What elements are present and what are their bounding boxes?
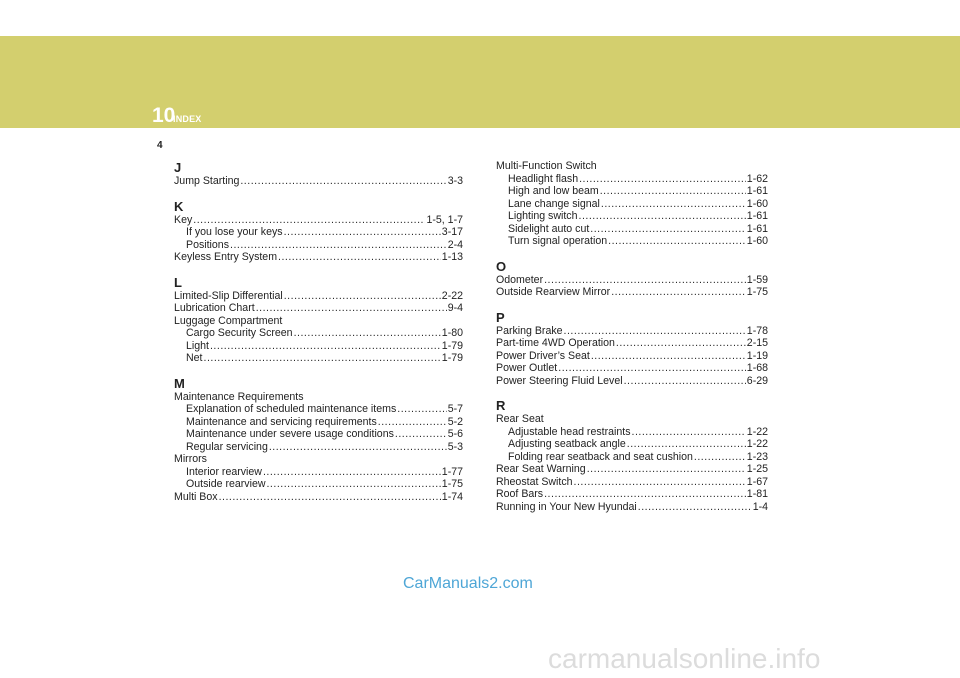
index-group-heading: Mirrors	[174, 453, 207, 465]
entry-page: 1-79	[441, 339, 463, 352]
entry-title: Turn signal operation	[508, 235, 608, 247]
entry-page: 6-29	[746, 374, 768, 387]
entry-page: 1-79	[441, 352, 463, 364]
index-letter-j: J	[174, 160, 182, 175]
entry-page: 3-17	[441, 226, 463, 238]
index-entry[interactable]	[174, 302, 463, 315]
leader-dots	[638, 501, 752, 514]
entry-page: 1-75	[441, 478, 463, 490]
index-subentry[interactable]	[496, 426, 768, 439]
index-entry[interactable]	[496, 274, 768, 287]
entry-page: 1-61	[746, 210, 768, 222]
index-subentry[interactable]	[496, 438, 768, 451]
entry-page: 1-74	[441, 490, 463, 503]
index-column-left	[174, 160, 463, 503]
index-subentry[interactable]	[174, 352, 463, 365]
entry-title: Net	[186, 352, 203, 364]
entry-title: Maintenance under severe usage conditions	[186, 428, 394, 440]
entry-title: Key	[174, 213, 193, 226]
index-subentry[interactable]	[174, 340, 463, 353]
entry-page: 5-7	[447, 403, 463, 415]
leader-dots	[627, 438, 746, 451]
index-group-heading: Maintenance Requirements	[174, 390, 304, 403]
leader-dots	[263, 466, 441, 479]
leader-dots	[579, 173, 746, 186]
watermark-carmanuals2[interactable]: CarManuals2.com	[403, 575, 533, 592]
index-subentry[interactable]	[496, 451, 768, 464]
leader-dots	[600, 185, 746, 198]
entry-title: Multi Box	[174, 490, 218, 503]
entry-page: 2-22	[441, 289, 463, 302]
leader-dots	[601, 198, 746, 211]
entry-title: Maintenance and servicing requirements	[186, 415, 377, 428]
index-subentry[interactable]	[496, 223, 768, 236]
index-entry[interactable]	[496, 350, 768, 363]
entry-page: 5-3	[447, 440, 463, 453]
entry-page: 9-4	[447, 302, 463, 314]
index-subentry[interactable]	[174, 327, 463, 340]
index-letter-m: M	[174, 375, 185, 391]
index-entry[interactable]	[174, 290, 463, 303]
entry-page: 1-78	[746, 324, 768, 337]
index-subentry[interactable]	[496, 198, 768, 211]
index-entry[interactable]	[174, 491, 463, 504]
index-subentry[interactable]	[174, 478, 463, 491]
index-letter-l: L	[174, 274, 182, 290]
entry-title: Odometer	[496, 273, 544, 286]
leader-dots	[219, 491, 441, 504]
entry-title: If you lose your keys	[186, 226, 283, 238]
index-column-right	[496, 160, 768, 513]
entry-title: Keyless Entry System	[174, 251, 278, 263]
entry-title: Outside rearview	[186, 478, 266, 490]
index-subentry[interactable]	[496, 235, 768, 248]
entry-title: Sidelight auto cut	[508, 222, 590, 235]
leader-dots	[579, 210, 746, 223]
leader-dots	[240, 175, 446, 188]
leader-dots	[544, 274, 746, 287]
entry-title: Rheostat Switch	[496, 475, 573, 488]
leader-dots	[574, 476, 746, 489]
entry-title: Jump Starting	[174, 175, 240, 187]
entry-title: Power Outlet	[496, 362, 558, 374]
entry-page: 5-2	[447, 415, 463, 428]
leader-dots	[256, 302, 447, 315]
entry-title: Lubrication Chart	[174, 302, 255, 314]
entry-page: 1-62	[746, 172, 768, 185]
index-letter-o: O	[496, 258, 507, 274]
index-group-heading: Multi-Function Switch	[496, 160, 597, 172]
index-subentry[interactable]	[174, 226, 463, 239]
leader-dots	[395, 428, 447, 441]
entry-title: Adjusting seatback angle	[508, 438, 626, 450]
index-entry[interactable]	[496, 375, 768, 388]
entry-page: 1-60	[746, 197, 768, 210]
leader-dots	[230, 239, 447, 252]
entry-page: 1-67	[746, 475, 768, 488]
entry-page: 1-80	[441, 327, 463, 339]
entry-title: Explanation of scheduled maintenance items	[186, 403, 397, 415]
entry-title: Light	[186, 339, 209, 352]
index-entry[interactable]	[496, 463, 768, 476]
leader-dots	[591, 350, 746, 363]
leader-dots	[266, 478, 440, 491]
leader-dots	[278, 251, 441, 264]
entry-title: Running in Your New Hyundai	[496, 500, 637, 513]
leader-dots	[558, 362, 746, 375]
entry-page: 1-22	[746, 438, 768, 450]
entry-page: 1-60	[746, 235, 768, 247]
index-entry[interactable]	[496, 488, 768, 501]
leader-dots	[616, 337, 746, 350]
entry-page: 1-68	[746, 362, 768, 374]
watermark-carmanualsonline[interactable]: carmanualsonline.info	[548, 643, 821, 674]
entry-title: Interior rearview	[186, 465, 262, 478]
index-subentry[interactable]	[496, 185, 768, 198]
leader-dots	[624, 375, 746, 388]
index-subentry[interactable]	[496, 210, 768, 223]
index-entry[interactable]	[496, 362, 768, 375]
leader-dots	[210, 340, 441, 353]
entry-page: 1-23	[746, 450, 768, 463]
entry-page: 1-22	[746, 425, 768, 438]
entry-page: 1-13	[441, 251, 463, 263]
index-group-heading: Luggage Compartment	[174, 314, 283, 327]
index-entry[interactable]	[496, 337, 768, 350]
index-letter-r: R	[496, 398, 506, 413]
entry-title: Lighting switch	[508, 210, 578, 222]
entry-title: Regular servicing	[186, 440, 268, 453]
index-letter-k: K	[174, 198, 184, 214]
leader-dots	[632, 426, 746, 439]
index-letter-p: P	[496, 309, 505, 325]
chapter-number: 10	[152, 104, 176, 127]
entry-page: 3-3	[447, 175, 463, 187]
index-subentry[interactable]	[174, 428, 463, 441]
index-entry[interactable]	[174, 175, 463, 188]
index-subentry[interactable]	[174, 416, 463, 429]
entry-title: Rear Seat Warning	[496, 463, 586, 475]
entry-page: 1-75	[746, 286, 768, 298]
index-entry[interactable]	[174, 214, 463, 227]
index-subentry[interactable]	[174, 466, 463, 479]
entry-title: Positions	[186, 238, 229, 251]
entry-title: Headlight flash	[508, 172, 579, 185]
entry-page: 2-4	[447, 238, 463, 251]
entry-page: 1-59	[746, 273, 768, 286]
entry-title: Folding rear seatback and seat cushion	[508, 450, 693, 463]
leader-dots	[694, 451, 746, 464]
index-entry[interactable]	[174, 251, 463, 264]
section-title: INDEX	[173, 114, 202, 124]
entry-page: 1-25	[746, 463, 768, 475]
entry-page: 1-5, 1-7	[426, 213, 463, 226]
leader-dots	[564, 325, 746, 338]
entry-title: Roof Bars	[496, 488, 544, 500]
entry-title: Part-time 4WD Operation	[496, 337, 615, 349]
leader-dots	[294, 327, 441, 340]
index-subentry[interactable]	[174, 239, 463, 252]
entry-page: 1-19	[746, 349, 768, 362]
index-subentry[interactable]	[174, 403, 463, 416]
index-group-heading: Rear Seat	[496, 413, 544, 425]
entry-title: Power Steering Fluid Level	[496, 374, 623, 387]
leader-dots	[269, 441, 447, 454]
entry-title: Parking Brake	[496, 324, 563, 337]
entry-page: 1-61	[746, 222, 768, 235]
leader-dots	[611, 286, 746, 299]
index-entry[interactable]	[496, 476, 768, 489]
entry-page: 5-6	[447, 428, 463, 440]
entry-title: Outside Rearview Mirror	[496, 286, 611, 298]
leader-dots	[587, 463, 746, 476]
entry-page: 1-81	[746, 488, 768, 500]
entry-title: Cargo Security Screen	[186, 327, 293, 339]
index-entry[interactable]	[496, 286, 768, 299]
index-subentry[interactable]	[174, 441, 463, 454]
index-subentry[interactable]	[496, 173, 768, 186]
leader-dots	[397, 403, 446, 416]
leader-dots	[378, 416, 447, 429]
entry-title: Limited-Slip Differential	[174, 289, 283, 302]
leader-dots	[204, 352, 441, 365]
leader-dots	[193, 214, 425, 227]
entry-title: Power Driver’s Seat	[496, 349, 590, 362]
leader-dots	[284, 290, 441, 303]
entry-page: 1-61	[746, 185, 768, 197]
entry-title: High and low beam	[508, 185, 599, 197]
leader-dots	[608, 235, 746, 248]
page-number: 4	[157, 140, 163, 151]
entry-page: 1-77	[441, 465, 463, 478]
leader-dots	[544, 488, 746, 501]
entry-page: 1-4	[752, 500, 768, 513]
leader-dots	[284, 226, 441, 239]
index-entry[interactable]	[496, 325, 768, 338]
entry-title: Lane change signal	[508, 197, 600, 210]
index-entry[interactable]	[496, 501, 768, 514]
leader-dots	[590, 223, 746, 236]
entry-page: 2-15	[746, 337, 768, 349]
entry-title: Adjustable head restraints	[508, 425, 631, 438]
